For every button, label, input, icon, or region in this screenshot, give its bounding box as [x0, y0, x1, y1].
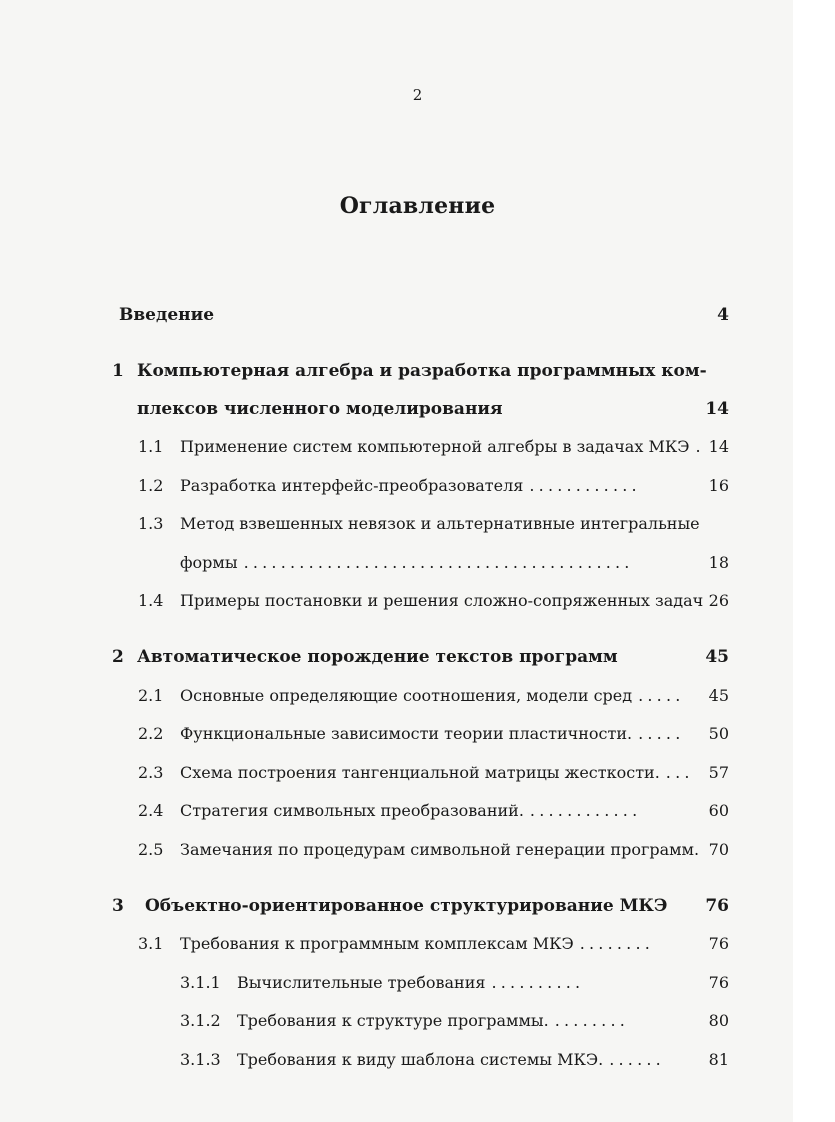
toc-section-1-2[interactable] [0, 474, 793, 498]
section-page: 57 [708, 763, 729, 782]
section-page: 26 [708, 591, 729, 610]
section-title: Разработка интерфейс-преобразователя ............ [180, 476, 641, 495]
toc-section-2-2[interactable] [0, 722, 793, 746]
toc-subsection-3-1-2[interactable] [0, 1009, 793, 1033]
section-title: Примеры постановки и решения сложно-сопряженных задач [180, 591, 704, 610]
page-number: 2 [412, 86, 423, 104]
section-page: 16 [708, 476, 729, 495]
subsection-title: Требования к виду шаблона системы МКЭ. ...... [237, 1050, 665, 1069]
toc-section-1-4[interactable] [0, 589, 793, 613]
section-title: Требования к программным комплексам МКЭ ........ [180, 934, 655, 953]
toc-section-3-1[interactable] [0, 932, 793, 956]
toc-subsection-3-1-1[interactable] [0, 971, 793, 995]
page-title: Оглавление [339, 193, 496, 219]
toc-section-1-3[interactable] [0, 512, 793, 536]
section-number: 1.4 [138, 591, 164, 610]
section-page: 60 [708, 801, 729, 820]
section-title-line1: Метод взвешенных невязок и альтернативные интегральные [180, 514, 700, 533]
section-page: 45 [708, 686, 729, 705]
toc-intro-page: 4 [717, 305, 729, 325]
section-number: 2.4 [138, 801, 164, 820]
section-title: Схема построения тангенциальной матрицы жесткости. ... [180, 763, 694, 782]
toc-section-2-5[interactable] [0, 838, 793, 862]
section-title: Замечания по процедурам символьной генерации программ. [180, 840, 700, 859]
section-number: 2.3 [138, 763, 164, 782]
subsection-page: 80 [708, 1011, 729, 1030]
section-title: Функциональные зависимости теории пластичности. ..... [180, 724, 685, 743]
toc-chapter-1-cont[interactable] [0, 397, 793, 421]
toc-chapter-2[interactable] [0, 645, 793, 669]
section-title-line2: формы .......................................... [180, 553, 634, 572]
chapter-page: 14 [705, 399, 729, 419]
chapter-number: 1 [112, 361, 124, 381]
toc-intro[interactable] [0, 303, 793, 327]
subsection-title: Требования к структуре программы. ........ [237, 1011, 630, 1030]
section-page: 70 [708, 840, 729, 859]
section-number: 2.5 [138, 840, 164, 859]
subsection-number: 3.1.3 [180, 1050, 221, 1069]
toc-section-1-1[interactable] [0, 435, 793, 459]
section-page: 14 [708, 437, 729, 456]
toc-subsection-3-1-3[interactable] [0, 1048, 793, 1072]
subsection-title: Вычислительные требования .......... [237, 973, 585, 992]
section-page: 50 [708, 724, 729, 743]
toc-intro-label: Введение [119, 305, 215, 325]
subsection-number: 3.1.1 [180, 973, 221, 992]
chapter-title: Автоматическое порождение текстов программ [137, 647, 618, 667]
chapter-title: Объектно-ориентированное структурирование МКЭ [145, 896, 668, 916]
section-number: 1.2 [138, 476, 164, 495]
toc-section-2-3[interactable] [0, 761, 793, 785]
section-number: 2.2 [138, 724, 164, 743]
subsection-page: 81 [708, 1050, 729, 1069]
section-page: 18 [708, 553, 729, 572]
chapter-number: 3 [112, 896, 124, 916]
section-title: Применение систем компьютерной алгебры в задачах МКЭ . [180, 437, 705, 456]
section-number: 1.1 [138, 437, 164, 456]
chapter-number: 2 [112, 647, 124, 667]
section-number: 2.1 [138, 686, 164, 705]
toc-chapter-3[interactable] [0, 894, 793, 918]
section-title: Основные определяющие соотношения, модели сред ..... [180, 686, 685, 705]
section-number: 3.1 [138, 934, 164, 953]
toc-chapter-1[interactable] [0, 359, 793, 383]
section-page: 76 [708, 934, 729, 953]
subsection-page: 76 [708, 973, 729, 992]
chapter-title-line2: плексов численного моделирования [137, 399, 503, 419]
subsection-number: 3.1.2 [180, 1011, 221, 1030]
chapter-title-line1: Компьютерная алгебра и разработка программных ком- [137, 361, 707, 381]
chapter-page: 76 [705, 896, 729, 916]
section-title: Стратегия символьных преобразований. ............ [180, 801, 642, 820]
toc-section-2-4[interactable] [0, 799, 793, 823]
toc-section-1-3-cont[interactable] [0, 551, 793, 575]
chapter-page: 45 [705, 647, 729, 667]
section-number: 1.3 [138, 514, 164, 533]
toc-section-2-1[interactable] [0, 684, 793, 708]
